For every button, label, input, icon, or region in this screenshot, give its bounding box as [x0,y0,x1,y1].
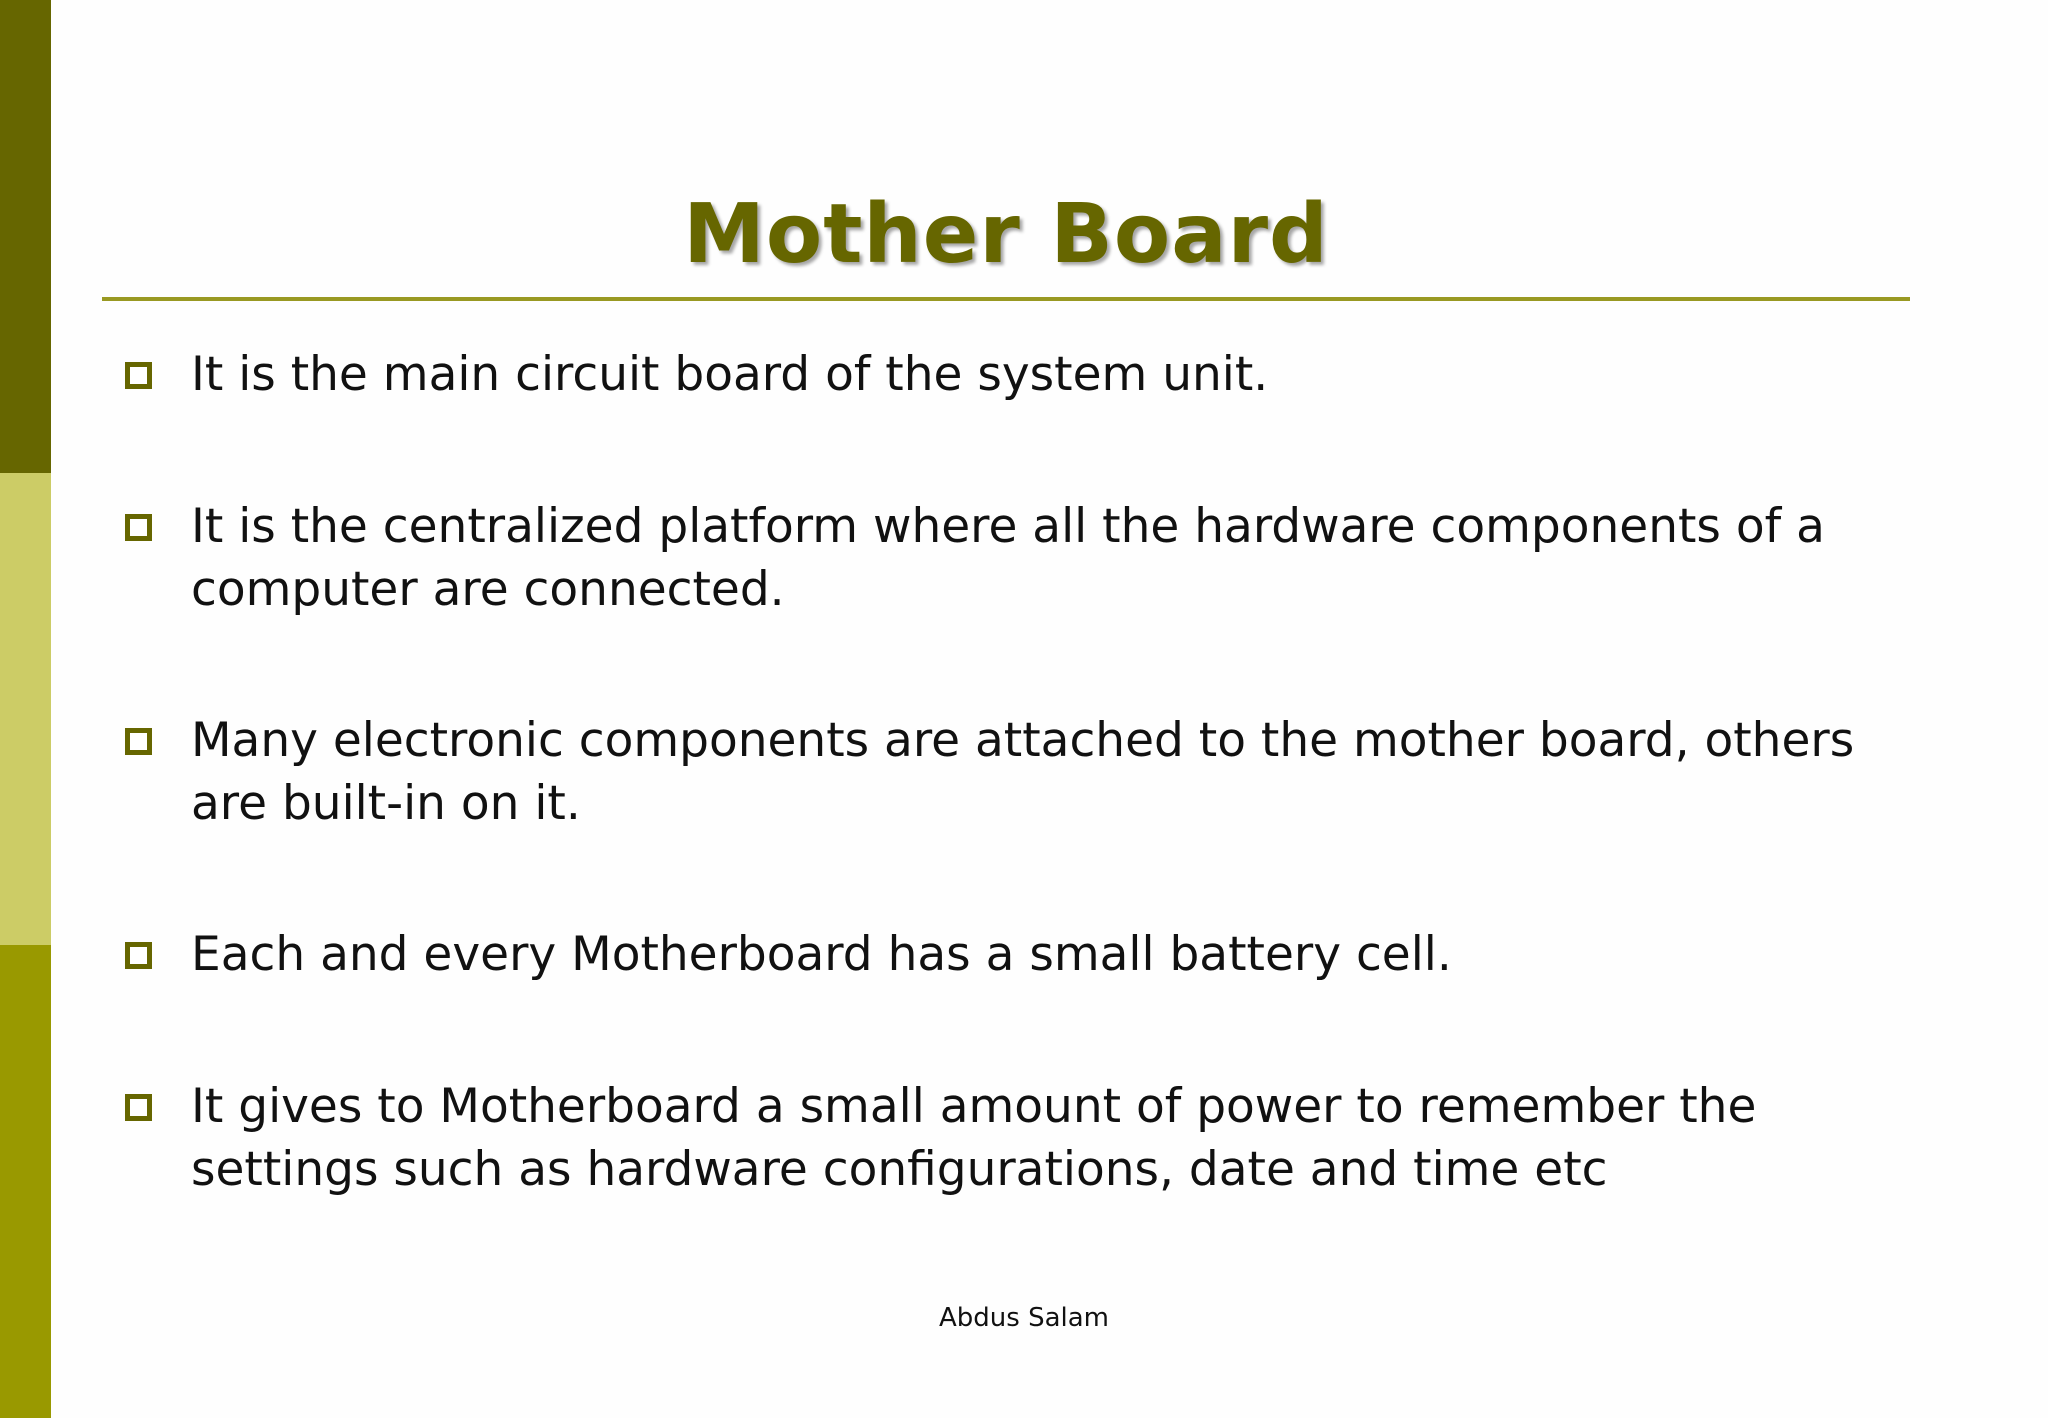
bullet-text: Many electronic components are attached to the mother board, others are built-in on it. [191,713,1855,831]
bullet-text: Each and every Motherboard has a small battery cell. [191,927,1452,982]
bullet-text: It is the centralized platform where all the hardware components of a computer are connected. [191,499,1825,617]
hollow-square-bullet-icon [125,1094,152,1121]
hollow-square-bullet-icon [125,942,152,969]
bullet-text: It is the main circuit board of the system unit. [191,347,1269,402]
hollow-square-bullet-icon [125,362,152,389]
hollow-square-bullet-icon [125,514,152,541]
bullet-text: It gives to Motherboard a small amount of power to remember the settings such as hardware configurations, date and time etc [191,1079,1757,1197]
slide-title: Mother Board [683,187,1329,282]
slide-footer: Abdus Salam [938,1303,1109,1333]
hollow-square-bullet-icon [125,728,152,755]
